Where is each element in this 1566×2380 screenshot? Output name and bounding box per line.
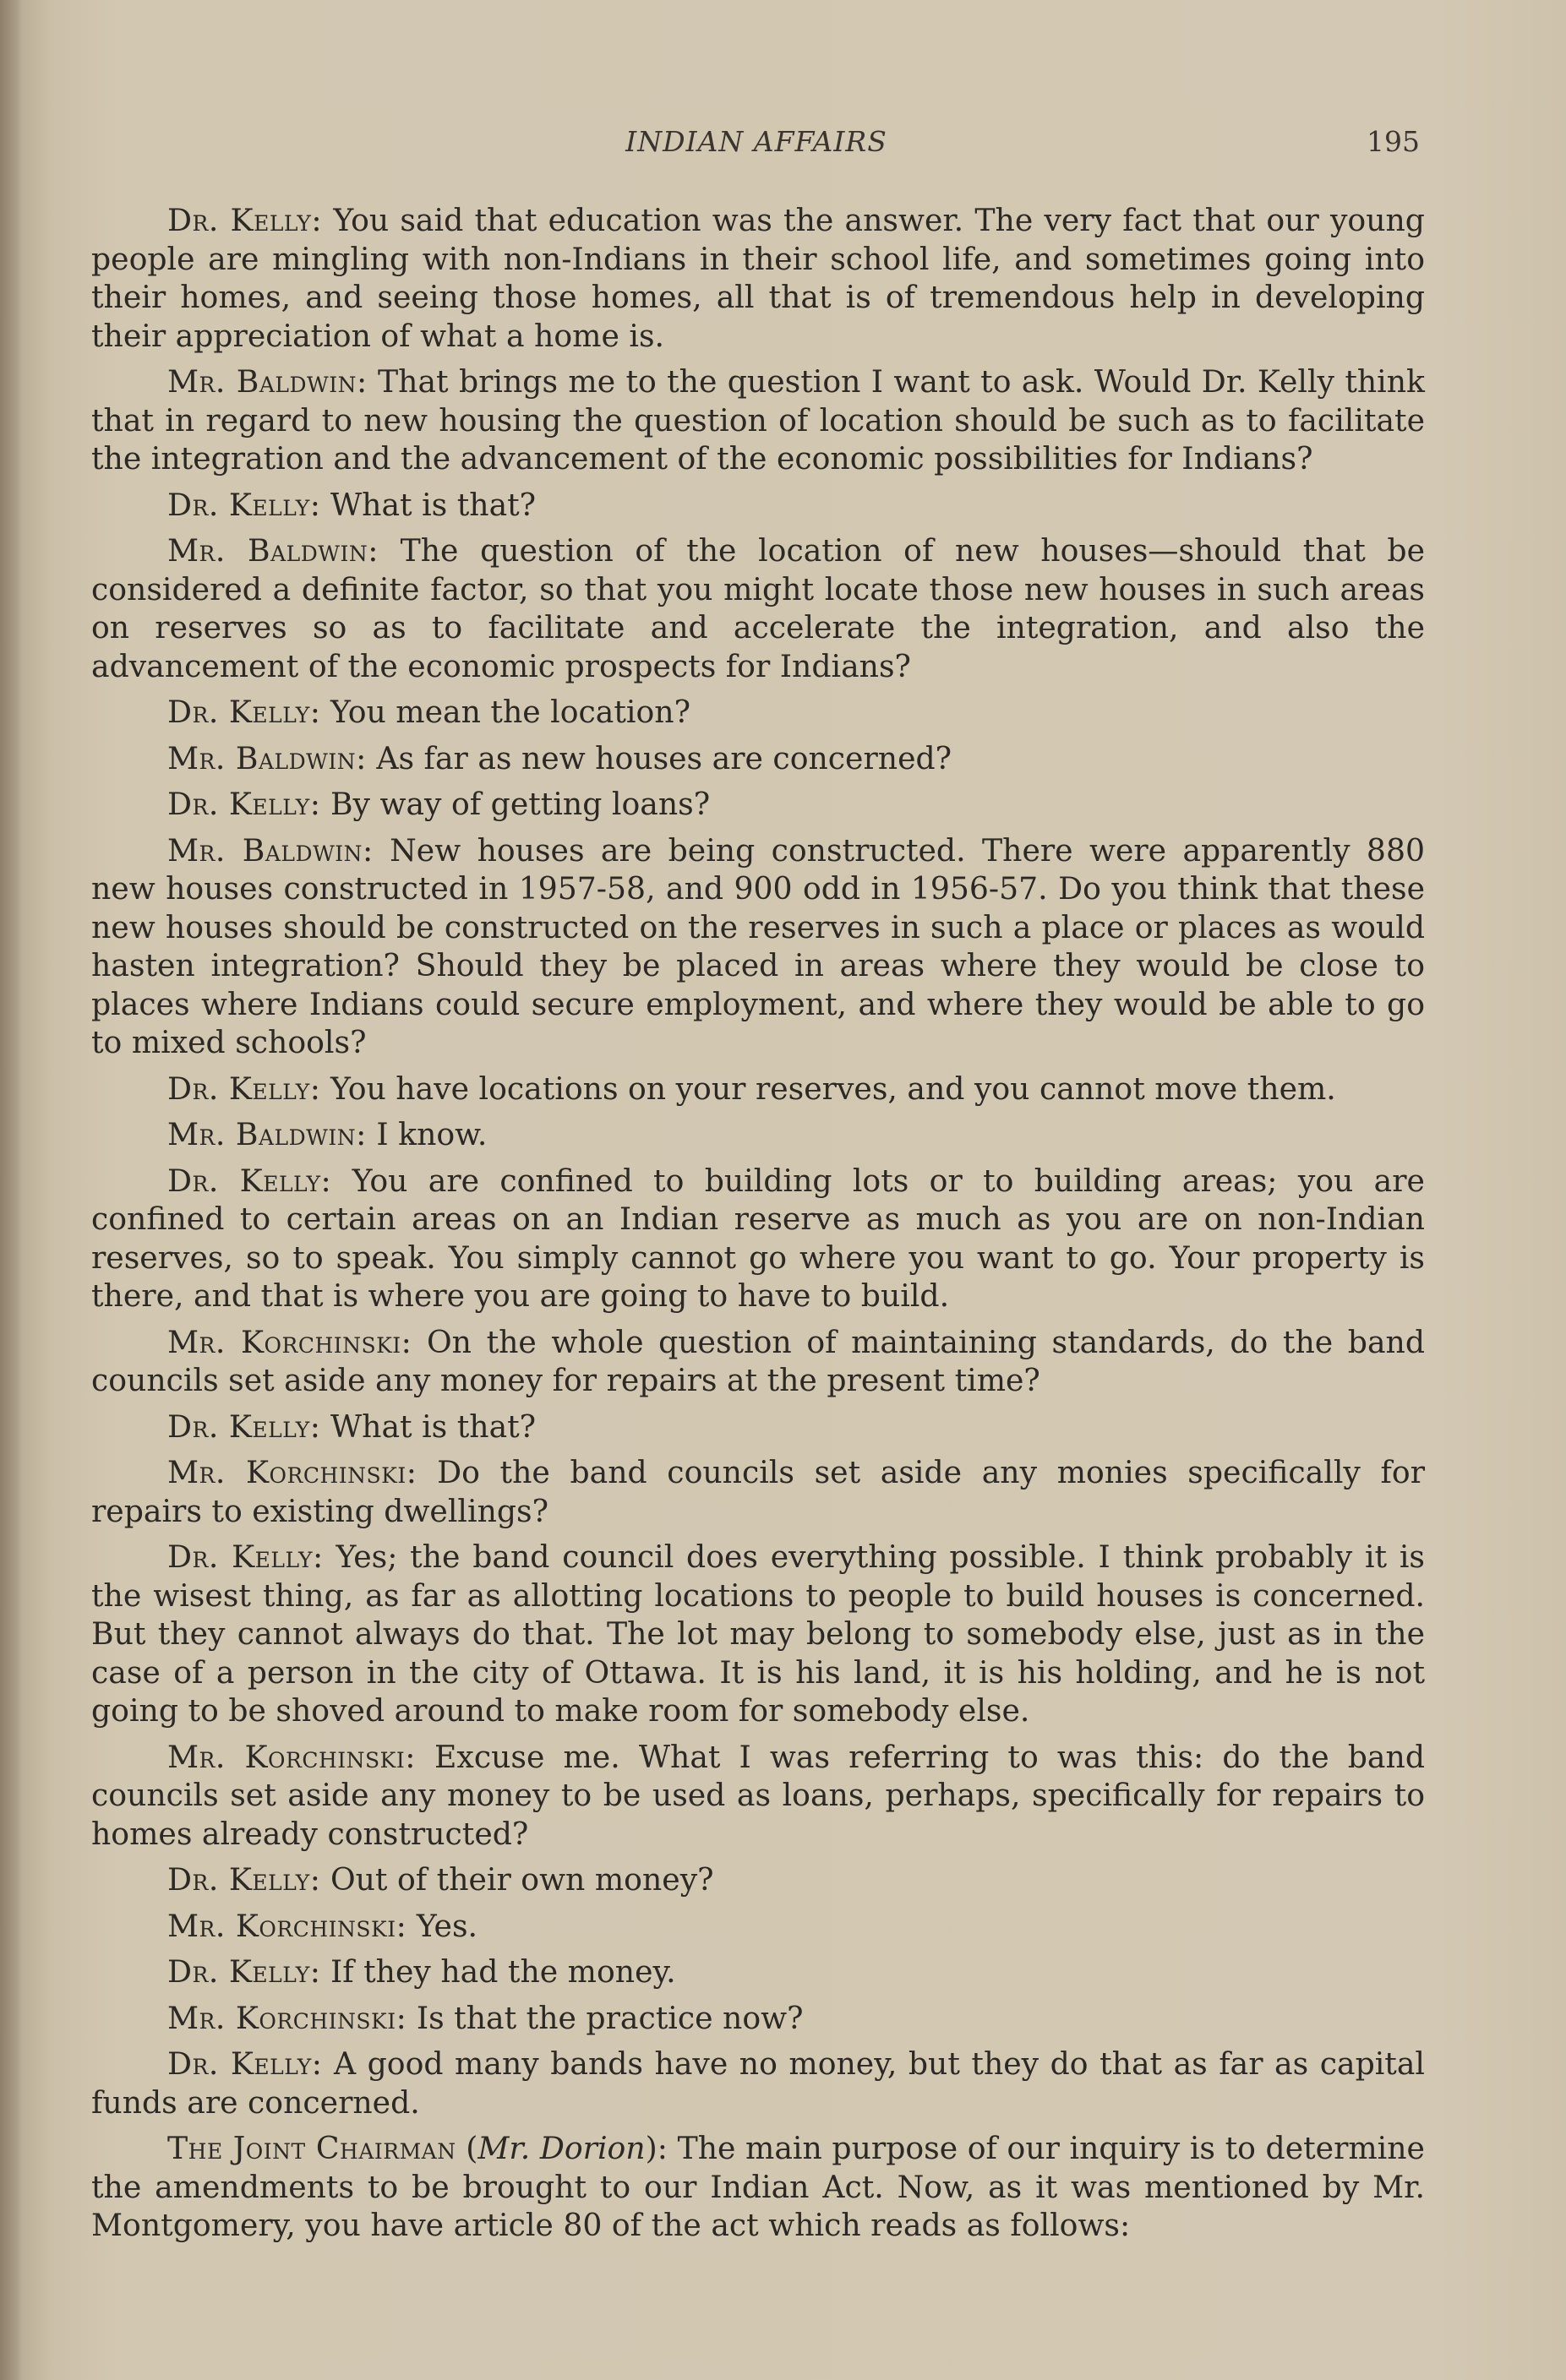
speech-text: Do the band councils set aside any monies specifically for repairs to existing dwellings? — [91, 1454, 1425, 1529]
speech-text: You said that education was the answer. The very fact that our young people are mingling with non-Indians in their school life, and sometimes going into their homes, and seeing those homes, all that is of tremendous help in developing their appreciation of what a home is. — [91, 202, 1425, 354]
speaker-name: Mr. Baldwin: — [167, 1116, 367, 1152]
speech-text: Yes; the band council does everything possible. I think probably it is the wisest thing, as far as allotting locations to people to build houses is concerned. But they cannot always do that. The lot may belong to somebody else, just as in the case of a person in the city of Ottawa. It is his land, it is his holding, and he is not going to be shoved around to make room for somebody else. — [91, 1539, 1425, 1729]
speech-paragraph — [91, 1453, 1425, 1530]
speech-text: You mean the location? — [330, 694, 690, 730]
speaker-name: Dr. Kelly: — [167, 202, 323, 238]
transcript-body — [91, 201, 1425, 2252]
running-title: INDIAN AFFAIRS — [625, 125, 887, 158]
speaker-name: Mr. Korchinski: — [167, 1323, 412, 1360]
speech-paragraph — [91, 201, 1425, 355]
speech-paragraph — [91, 1323, 1425, 1400]
speaker-name: Dr. Kelly: — [167, 2045, 323, 2082]
speech-paragraph — [91, 1952, 1425, 1991]
speech-text: The main purpose of our inquiry is to determine the amendments to be brought to our Indian Act. Now, as it was mentioned by Mr. Montgomery, you have article 80 of the act which reads as follows: — [91, 2130, 1425, 2243]
speech-text: What is that? — [330, 486, 537, 523]
speech-paragraph — [91, 1538, 1425, 1730]
speaker-note: Mr. Dorion — [477, 2130, 646, 2166]
speech-paragraph — [91, 1115, 1425, 1154]
speech-text: I know. — [376, 1116, 488, 1152]
speech-text: If they had the money. — [330, 1953, 676, 1990]
speaker-name: Mr. Korchinski: — [167, 1738, 416, 1775]
speech-paragraph — [91, 1738, 1425, 1854]
speaker-name: Mr. Baldwin: — [167, 831, 374, 869]
speaker-name: Dr. Kelly: — [167, 694, 321, 730]
speaker-name: Dr. Kelly: — [167, 1408, 321, 1445]
speech-paragraph — [91, 1999, 1425, 2038]
speech-text: Is that the practice now? — [416, 1999, 804, 2036]
speech-text: You have locations on your reserves, and you cannot move them. — [330, 1070, 1336, 1107]
speech-paragraph — [91, 785, 1425, 824]
speaker-name: Dr. Kelly: — [167, 1953, 321, 1990]
speech-text: The question of the location of new houses—should that be considered a definite factor, so that you might locate those new houses in such areas on reserves so as to facilitate and accelerate the integration, and also the advancement of the economic prospects for Indians? — [91, 532, 1425, 684]
speech-text: New houses are being constructed. There were apparently 880 new houses constructed in 1957-58, and 900 odd in 1956-57. Do you think that these new houses should be constructed on the reserves in such a place or places as would hasten integration? Should they be placed in areas where they would be close to places where Indians could secure employment, and where they would be able to go to mixed schools? — [91, 831, 1425, 1060]
speaker-name: Mr. Korchinski: — [167, 1907, 407, 1944]
speech-paragraph — [91, 1860, 1425, 1899]
speech-paragraph — [91, 2045, 1425, 2121]
speaker-name: The Joint Chairman — [167, 2130, 456, 2166]
speaker-name: Dr. Kelly: — [167, 1162, 332, 1199]
speech-paragraph — [91, 739, 1425, 778]
speech-paragraph — [91, 831, 1425, 1062]
chairman-paragraph — [91, 2129, 1425, 2245]
speaker-name: Mr. Baldwin: — [167, 532, 379, 569]
speech-text: You are confined to building lots or to building areas; you are confined to certain areas on an Indian reserve as much as you are on non-Indian reserves, so to speak. You simply cannot go where you want to go. Your property is there, and that is where you are going to have to build. — [91, 1162, 1425, 1314]
speech-text: As far as new houses are concerned? — [376, 739, 952, 776]
speaker-name: Mr. Baldwin: — [167, 363, 368, 400]
page-number: 195 — [1367, 125, 1420, 158]
speaker-name: Dr. Kelly: — [167, 1070, 321, 1107]
running-header — [93, 125, 1420, 167]
speech-text: That brings me to the question I want to ask. Would Dr. Kelly think that in regard to new housing the question of location should be such as to facilitate the integration and the advancement of the economic possibilities for Indians? — [91, 363, 1425, 477]
speech-paragraph — [91, 1408, 1425, 1446]
speaker-name: Mr. Baldwin: — [167, 739, 367, 776]
open-paren: ( — [456, 2130, 478, 2166]
speaker-name: Dr. Kelly: — [167, 1861, 321, 1898]
speech-text: Out of their own money? — [330, 1861, 714, 1898]
speech-text: Yes. — [416, 1907, 478, 1944]
speech-paragraph — [91, 1162, 1425, 1315]
speech-text: What is that? — [330, 1408, 537, 1445]
speaker-name: Mr. Korchinski: — [167, 1999, 407, 2036]
close-paren: ): — [645, 2130, 668, 2166]
speech-paragraph — [91, 693, 1425, 732]
speech-text: A good many bands have no money, but they do that as far as capital funds are concerned. — [91, 2045, 1425, 2121]
speaker-name: Mr. Korchinski: — [167, 1454, 417, 1490]
speech-paragraph — [91, 531, 1425, 685]
speech-text: Excuse me. What I was referring to was this: do the band councils set aside any money to be used as loans, perhaps, specifically for repairs to homes already constructed? — [91, 1738, 1425, 1852]
speech-paragraph — [91, 1070, 1425, 1108]
speech-paragraph — [91, 1907, 1425, 1946]
speaker-name: Dr. Kelly: — [167, 786, 321, 822]
speech-text: On the whole question of maintaining standards, do the band councils set aside any money for repairs at the present time? — [91, 1323, 1425, 1398]
speech-text: By way of getting loans? — [330, 786, 711, 822]
speaker-name: Dr. Kelly: — [167, 1539, 324, 1575]
speaker-name: Dr. Kelly: — [167, 486, 321, 523]
speech-paragraph — [91, 362, 1425, 478]
speech-paragraph — [91, 486, 1425, 525]
